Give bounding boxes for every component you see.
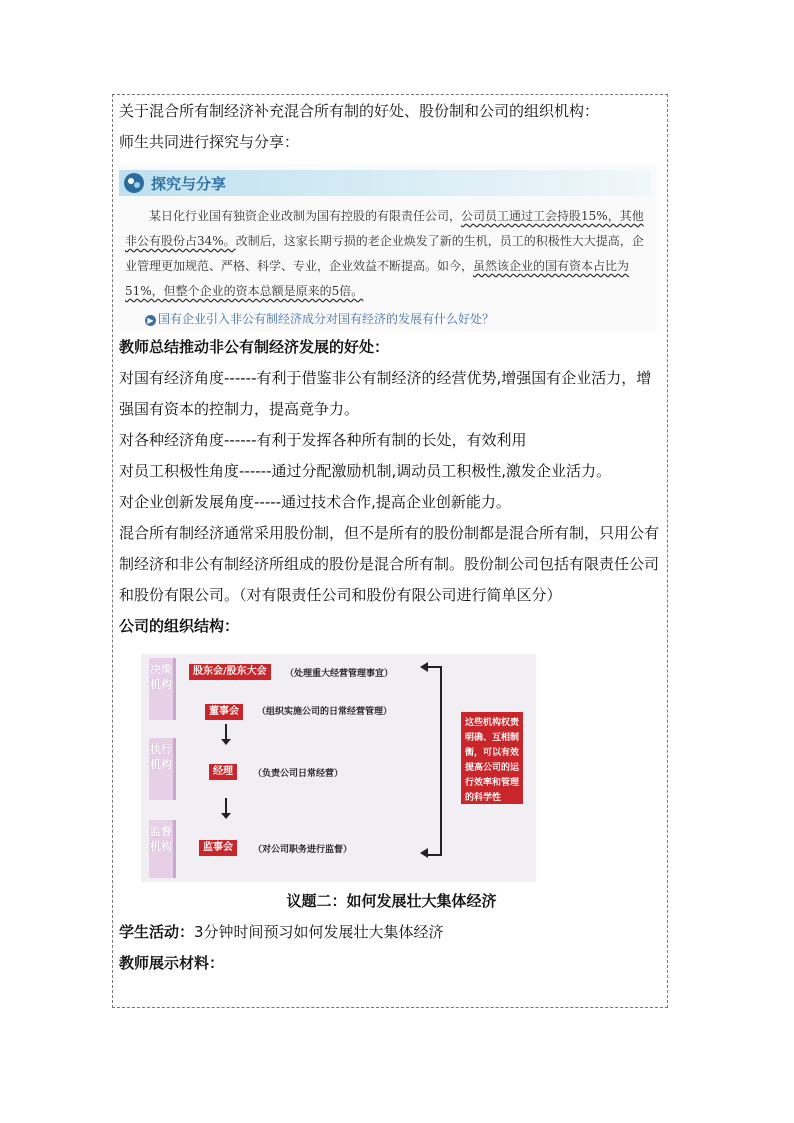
explore-text-underlined: 公司员工通过工会持股15%，其他非公有股份占34%。 — [125, 209, 644, 248]
globe-people-icon — [123, 172, 145, 194]
explore-title: 探究与分享 — [151, 175, 227, 193]
note-supervisors: （对公司职务进行监督） — [253, 845, 353, 855]
tag-execution — [149, 738, 176, 800]
arrow-left-icon — [420, 662, 428, 672]
intro-line: 师生共同进行探究与分享： — [119, 133, 300, 151]
box-summary-note: 这些机构权责明确、互相制衡，可以有效提高公司的运行效率和管理的科学性 — [461, 712, 523, 804]
explore-text-underlined: 虽然该企业的国有资本占比为51%，但整个企业的资本总额是原来的5倍。 — [125, 259, 630, 298]
student-activity — [119, 917, 664, 948]
box-shareholders: 股东会/股东大会 — [189, 664, 271, 680]
explore-body — [125, 204, 651, 304]
activity-label: 学生活动： — [119, 923, 195, 941]
tag-label: 监督机构 — [150, 825, 172, 853]
box-supervisors: 监事会 — [199, 840, 237, 856]
explore-question — [145, 310, 494, 327]
explore-text: 某日化行业国有独资企业改制为国有控股的有限责任公司， — [149, 209, 462, 223]
note-board: （组织实施公司的日常经营管理） — [257, 707, 393, 717]
summary-heading: 教师总结推动非公有制经济发展的好处： — [119, 338, 390, 356]
explore-text: 改制后，这家长期亏损的老企业焕发了新的生机，员工的积极性大大提高，企业管理更加规范、严格、科学、专业，企业效益不断提高。如今， — [125, 234, 644, 273]
org-structure-diagram — [141, 654, 536, 882]
topic-title: 议题二：如何发展壮大集体经济 — [286, 892, 497, 910]
summary-paragraph: 对员工积极性角度------通过分配激励机制,调动员工积极性,激发企业活力。 — [119, 462, 612, 480]
intro-line: 关于混合所有制经济补充混合所有制的好处、股份制和公司的组织机构： — [119, 102, 600, 120]
arrow-left-icon — [420, 848, 428, 858]
arrow-down-icon — [225, 798, 227, 814]
arrow-down-icon — [225, 724, 227, 740]
teacher-material-label: 教师展示材料： — [119, 954, 225, 972]
document-content — [119, 96, 664, 979]
summary-paragraph: 对企业创新发展角度-----通过技术合作,提高企业创新能力。 — [119, 493, 511, 511]
explore-question-text: 国有企业引入非公有制经济成分对国有经济的发展有什么好处？ — [158, 312, 495, 326]
tag-decision — [149, 658, 176, 720]
summary-paragraph: 混合所有制经济通常采用股份制，但不是所有的股份制都是混合所有制，只用公有制经济和非公有制经济所组成的股份是混合所有制。股份制公司包括有限责任公司和股份有限公司。（对有限责任公司和股份有限公司进行简单区分） — [119, 524, 660, 604]
summary-paragraph: 对各种经济角度------有利于发挥各种所有制的长处，有效利用 — [119, 431, 527, 449]
box-board: 董事会 — [205, 704, 243, 720]
bracket-line — [428, 666, 442, 856]
tag-supervision — [149, 820, 176, 878]
play-icon: ▶ — [145, 315, 156, 326]
org-heading: 公司的组织结构： — [119, 617, 240, 635]
activity-text: 3分钟时间预习如何发展壮大集体经济 — [194, 923, 444, 941]
note-manager: （负责公司日常经营） — [253, 769, 344, 779]
note-shareholders: （处理重大经营管理事宜） — [285, 669, 394, 679]
tag-label: 执行机构 — [150, 743, 172, 771]
tag-label: 决策机构 — [150, 663, 172, 691]
explore-share-image — [119, 164, 657, 332]
summary-paragraph: 对国有经济角度------有利于借鉴非公有制经济的经营优势,增强国有企业活力，增强国有资本的控制力，提高竟争力。 — [119, 369, 652, 418]
box-manager: 经理 — [209, 764, 237, 780]
